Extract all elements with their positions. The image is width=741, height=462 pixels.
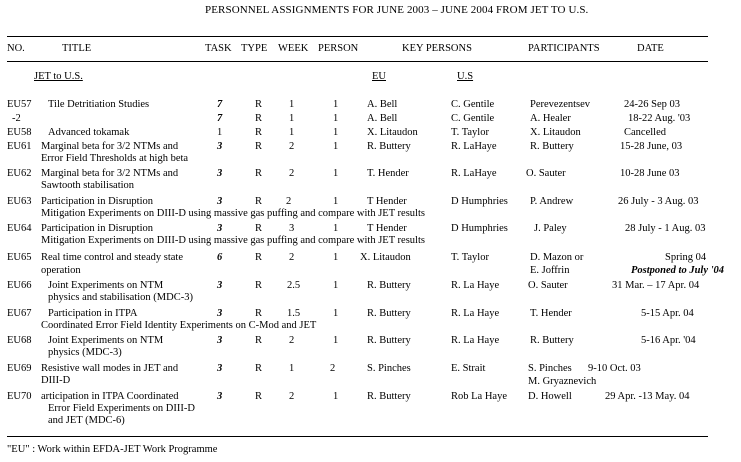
row-key-us: R. LaHaye — [451, 168, 497, 179]
row-task: 7 — [217, 113, 223, 124]
row-title-line2: Error Field Thresholds at high beta — [41, 153, 189, 164]
row-participants: R. Buttery — [530, 335, 574, 346]
row-date-note: Postponed to July '04 — [631, 265, 725, 276]
row-no: EU64 — [7, 223, 32, 234]
header-key-persons: KEY PERSONS — [402, 43, 472, 54]
header-person: PERSON — [318, 43, 359, 54]
row-no: EU69 — [7, 363, 32, 374]
row-date: 9-10 Oct. 03 — [588, 363, 641, 374]
row-title-line2: physics and stabilisation (MDC-3) — [48, 292, 193, 303]
row-title-line2: Mitigation Experiments on DIII-D using massive gas puffing and compare with JET results — [41, 235, 425, 246]
row-date: 15-28 June, 03 — [620, 141, 683, 152]
row-date: 10-28 June 03 — [620, 168, 680, 179]
row-no: EU62 — [7, 168, 32, 179]
row-type: R — [255, 308, 263, 319]
row-date: 26 July - 3 Aug. 03 — [618, 196, 699, 207]
row-key-us: E. Strait — [451, 363, 486, 374]
row-person: 1 — [333, 280, 339, 291]
row-title: Participation in Disruption — [41, 223, 153, 234]
row-participants: D. Howell — [528, 391, 572, 402]
row-participants: P. Andrew — [530, 196, 574, 207]
row-type: R — [255, 363, 263, 374]
row-title: Joint Experiments on NTM — [48, 280, 164, 291]
row-person: 1 — [333, 168, 339, 179]
row-week: 2 — [289, 335, 295, 346]
row-week: 2 — [286, 196, 292, 207]
row-person: 1 — [333, 196, 339, 207]
row-participants: S. Pinches — [528, 363, 572, 374]
row-person: 1 — [333, 141, 339, 152]
row-week: 1 — [289, 127, 295, 138]
row-title-line2: operation — [41, 265, 81, 276]
row-participants: J. Paley — [534, 223, 567, 234]
row-task: 3 — [217, 391, 223, 402]
row-title: Advanced tokamak — [48, 127, 130, 138]
row-key-us: Rob La Haye — [451, 391, 507, 402]
row-date: Cancelled — [624, 127, 666, 138]
section-label: JET to U.S. — [34, 71, 83, 82]
row-type: R — [255, 223, 263, 234]
row-date: 31 Mar. – 17 Apr. 04 — [612, 280, 700, 291]
row-no: EU68 — [7, 335, 32, 346]
row-task: 3 — [217, 280, 223, 291]
row-key-us: T. Taylor — [451, 127, 489, 138]
row-type: R — [255, 391, 263, 402]
row-key-eu: A. Bell — [367, 113, 398, 124]
header-no: NO. — [7, 43, 25, 54]
row-date: 28 July - 1 Aug. 03 — [625, 223, 706, 234]
row-key-eu: R. Buttery — [367, 335, 411, 346]
row-key-us: R. La Haye — [451, 335, 500, 346]
row-title-line2: Sawtooth stabilisation — [41, 180, 135, 191]
row-person: 1 — [333, 99, 339, 110]
row-key-us: D Humphries — [451, 223, 508, 234]
row-participants: X. Litaudon — [530, 127, 581, 138]
row-key-eu: A. Bell — [367, 99, 398, 110]
row-date: 5-16 Apr. '04 — [641, 335, 696, 346]
row-week: 3 — [289, 223, 295, 234]
row-participants: R. Buttery — [530, 141, 574, 152]
row-no: EU58 — [7, 127, 32, 138]
header-week: WEEK — [278, 43, 309, 54]
row-no: EU70 — [7, 391, 32, 402]
subheader-us: U.S — [457, 71, 474, 82]
row-week: 2.5 — [287, 280, 301, 291]
row-key-eu: R. Buttery — [367, 280, 411, 291]
row-no: EU67 — [7, 308, 32, 319]
page-title: PERSONNEL ASSIGNMENTS FOR JUNE 2003 – JUNE 2004 FROM JET TO U.S. — [205, 4, 589, 16]
row-task: 3 — [217, 196, 223, 207]
row-title-line3: and JET (MDC-6) — [48, 415, 125, 426]
row-date: 18-22 Aug. '03 — [628, 113, 691, 124]
row-task: 6 — [217, 252, 223, 263]
row-key-eu: R. Buttery — [367, 391, 411, 402]
row-week: 1.5 — [287, 308, 301, 319]
row-key-us: R. LaHaye — [451, 141, 497, 152]
row-date: 5-15 Apr. 04 — [641, 308, 694, 319]
row-participants-line2: E. Joffrin — [530, 265, 570, 276]
row-type: R — [255, 127, 263, 138]
row-key-eu: X. Litaudon — [367, 127, 418, 138]
row-person: 1 — [333, 127, 339, 138]
header-bottom-rule — [7, 61, 708, 62]
row-key-us: T. Taylor — [451, 252, 489, 263]
row-key-eu: T Hender — [367, 196, 407, 207]
row-week: 2 — [289, 168, 295, 179]
header-task: TASK — [205, 43, 232, 54]
row-week: 1 — [289, 113, 295, 124]
header-date: DATE — [637, 43, 664, 54]
row-title: Participation in Disruption — [41, 196, 153, 207]
row-task: 3 — [217, 335, 223, 346]
row-type: R — [255, 99, 263, 110]
header-participants: PARTICIPANTS — [528, 43, 600, 54]
row-key-eu: X. Litaudon — [360, 252, 411, 263]
header-title: TITLE — [62, 43, 92, 54]
row-no: EU66 — [7, 280, 32, 291]
row-participants-line2: M. Gryaznevich — [528, 376, 597, 387]
row-key-eu: T Hender — [367, 223, 407, 234]
row-type: R — [255, 335, 263, 346]
row-participants: A. Healer — [530, 113, 571, 124]
row-task: 3 — [217, 223, 223, 234]
row-title: Participation in ITPA — [48, 308, 138, 319]
row-person: 1 — [333, 252, 339, 263]
row-title-line2: physics (MDC-3) — [48, 347, 122, 358]
row-key-eu: R. Buttery — [367, 308, 411, 319]
header-type: TYPE — [241, 43, 268, 54]
row-title: Tile Detritiation Studies — [48, 99, 150, 110]
row-date: 29 Apr. -13 May. 04 — [605, 391, 690, 402]
row-person: 1 — [333, 113, 339, 124]
row-task: 1 — [217, 127, 223, 138]
row-key-eu: S. Pinches — [367, 363, 411, 374]
row-week: 2 — [289, 141, 295, 152]
row-key-eu: T. Hender — [367, 168, 409, 179]
row-type: R — [255, 280, 263, 291]
row-title: Joint Experiments on NTM — [48, 335, 164, 346]
row-title-line2: Mitigation Experiments on DIII-D using massive gas puffing and compare with JET results — [41, 208, 425, 219]
row-type: R — [255, 196, 263, 207]
row-key-us: D Humphries — [451, 196, 508, 207]
row-task: 3 — [217, 308, 223, 319]
row-week: 1 — [289, 99, 295, 110]
row-type: R — [255, 113, 263, 124]
row-task: 3 — [217, 363, 223, 374]
row-person: 2 — [330, 363, 336, 374]
row-task: 3 — [217, 141, 223, 152]
row-no: EU65 — [7, 252, 32, 263]
row-task: 7 — [217, 99, 223, 110]
row-participants: Perevezentsev — [530, 99, 591, 110]
row-key-us: R. La Haye — [451, 280, 500, 291]
row-no: EU57 — [7, 99, 32, 110]
row-date: 24-26 Sep 03 — [624, 99, 680, 110]
row-person: 1 — [333, 308, 339, 319]
row-title: Resistive wall modes in JET and — [41, 363, 179, 374]
row-week: 1 — [289, 363, 295, 374]
header-top-rule — [7, 36, 708, 37]
row-key-eu: R. Buttery — [367, 141, 411, 152]
row-title-line2: DIII-D — [41, 375, 71, 386]
row-title: articipation in ITPA Coordinated — [41, 391, 179, 402]
row-title: Marginal beta for 3/2 NTMs and — [41, 168, 179, 179]
subheader-eu: EU — [372, 71, 386, 82]
row-participants: D. Mazon or — [530, 252, 584, 263]
row-week: 2 — [289, 252, 295, 263]
row-week: 2 — [289, 391, 295, 402]
row-key-us: R. La Haye — [451, 308, 500, 319]
row-person: 1 — [333, 391, 339, 402]
row-participants: O. Sauter — [526, 168, 566, 179]
row-participants: O. Sauter — [528, 280, 568, 291]
row-person: 1 — [333, 223, 339, 234]
row-date: Spring 04 — [665, 252, 707, 263]
row-task: 3 — [217, 168, 223, 179]
row-key-us: C. Gentile — [451, 113, 495, 124]
row-type: R — [255, 252, 263, 263]
row-title-line2: Error Field Experiments on DIII-D — [48, 403, 195, 414]
footnote: "EU" : Work within EFDA-JET Work Programme — [7, 444, 218, 455]
row-key-us: C. Gentile — [451, 99, 495, 110]
row-person: 1 — [333, 335, 339, 346]
row-no: EU61 — [7, 141, 32, 152]
footer-rule — [7, 436, 708, 437]
row-no: EU63 — [7, 196, 32, 207]
row-title: Real time control and steady state — [41, 252, 183, 263]
row-type: R — [255, 168, 263, 179]
row-title: Marginal beta for 3/2 NTMs and — [41, 141, 179, 152]
row-no: -2 — [12, 113, 21, 124]
row-title-line2: Coordinated Error Field Identity Experiments on C-Mod and JET — [41, 320, 317, 331]
row-participants: T. Hender — [530, 308, 572, 319]
row-type: R — [255, 141, 263, 152]
